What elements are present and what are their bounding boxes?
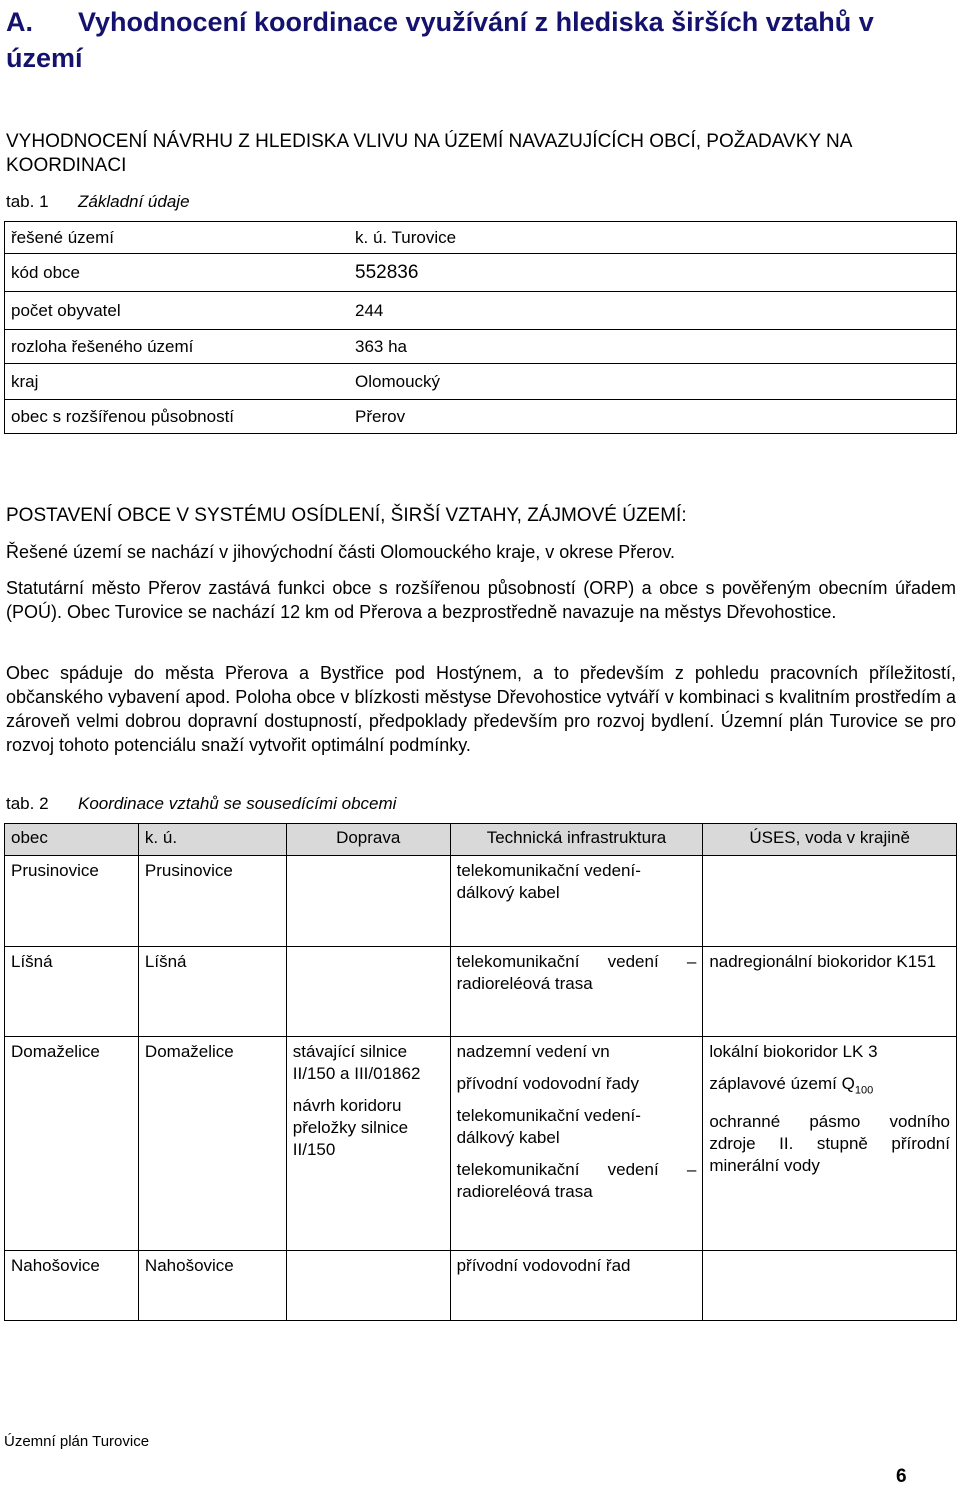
cell-ku: Líšná: [138, 947, 286, 1037]
cell-doprava: [286, 856, 450, 947]
ti-item: telekomunikační vedení – radioreléová trasa: [456, 1160, 697, 1201]
cell-doprava: [286, 947, 450, 1037]
uses-flood-item: [709, 1073, 950, 1101]
table-row: [5, 947, 957, 1037]
flood-subscript: 100: [854, 1084, 874, 1097]
row-key: řešené území: [5, 222, 350, 254]
ti-item: přívodní vodovodní řady: [456, 1074, 639, 1093]
cell-obec: Prusinovice: [5, 856, 139, 947]
row-key: obec s rozšířenou působností: [5, 400, 350, 434]
cell-obec: Líšná: [5, 947, 139, 1037]
cell-ti: [450, 947, 703, 1037]
row-key: počet obyvatel: [5, 292, 350, 330]
tab1-caption: [6, 191, 190, 213]
page-number: 6: [896, 1466, 907, 1487]
tab2-caption: [6, 793, 396, 815]
cell-ti: [450, 1037, 703, 1251]
cell-ti: [450, 1251, 703, 1321]
ti-item: telekomunikační vedení-dálkový kabel: [456, 1106, 641, 1147]
table-row: [5, 222, 957, 254]
cell-ku: Prusinovice: [138, 856, 286, 947]
row-value: 552836: [349, 254, 957, 292]
cell-ti: [450, 856, 703, 947]
uses-item: ochranné pásmo vodního zdroje II. stupně přírodní minerální vody: [709, 1112, 950, 1176]
neighbour-coordination-table: [4, 823, 957, 1321]
doprava-item: stávající silnice II/150 a III/01862: [292, 1042, 421, 1083]
cell-uses: [703, 947, 957, 1037]
row-value: 244: [349, 292, 957, 330]
tab1-label: tab. 1: [6, 192, 49, 211]
heading-number: A.: [6, 7, 33, 37]
basic-data-table: [4, 221, 957, 434]
row-value: Olomoucký: [349, 364, 957, 400]
paragraph-location: Řešené území se nachází v jihovýchodní části Olomouckého kraje, v okrese Přerov.: [6, 542, 675, 562]
col-header-uses: ÚSES, voda v krajině: [703, 824, 957, 856]
table-row: [5, 856, 957, 947]
uses-item: nadregionální biokoridor K151: [709, 952, 937, 971]
row-value: 363 ha: [349, 330, 957, 364]
cell-ku: Domaželice: [138, 1037, 286, 1251]
page-heading: [6, 4, 956, 76]
col-header-ku: k. ú.: [138, 824, 286, 856]
doprava-item: návrh koridoru přeložky silnice II/150: [292, 1096, 409, 1159]
row-key: kraj: [5, 364, 350, 400]
heading-text: Vyhodnocení koordinace využívání z hlediska širších vztahů v území: [6, 7, 874, 73]
table-row: [5, 254, 957, 292]
cell-uses: [703, 1037, 957, 1251]
row-value: k. ú. Turovice: [349, 222, 957, 254]
row-key: kód obce: [5, 254, 350, 292]
cell-obec: Domaželice: [5, 1037, 139, 1251]
col-header-doprava: Doprava: [286, 824, 450, 856]
col-header-ti: Technická infrastruktura: [450, 824, 703, 856]
cell-ku: Nahošovice: [138, 1251, 286, 1321]
cell-uses: [703, 1251, 957, 1321]
ti-item: telekomunikační vedení – radioreléová trasa: [456, 952, 697, 993]
cell-doprava: [286, 1251, 450, 1321]
flood-text: záplavové území Q: [709, 1074, 855, 1093]
paragraph-orp: Statutární město Přerov zastává funkci obce s rozšířenou působností (ORP) a obce s pověřeným obecním úřadem (POÚ). Obec Turovice se nachází 12 km od Přerova a bezprostředně navazuje na městys Dřevohostice.: [6, 578, 956, 622]
table-row: [5, 330, 957, 364]
tab1-title: Základní údaje: [78, 192, 190, 211]
tab2-title: Koordinace vztahů se sousedícími obcemi: [78, 794, 397, 813]
row-key: rozloha řešeného území: [5, 330, 350, 364]
ti-item: nadzemní vedení vn: [456, 1042, 610, 1061]
col-header-obec: obec: [5, 824, 139, 856]
ti-item: telekomunikační vedení-dálkový kabel: [456, 861, 641, 902]
table-row: [5, 400, 957, 434]
table-row: [5, 1037, 957, 1251]
table-row: [5, 1251, 957, 1321]
tab2-label: tab. 2: [6, 794, 49, 813]
section-title-coordination: VYHODNOCENÍ NÁVRHU Z HLEDISKA VLIVU NA ÚZEMÍ NAVAZUJÍCÍCH OBCÍ, POŽADAVKY NA KOORDINACI: [6, 131, 852, 176]
paragraph-commuting: Obec spáduje do města Přerova a Bystřice pod Hostýnem, a to především z pohledu pracovních příležitostí, občanského vybavení apod. Poloha obce v blízkosti městyse Dřevohostice vytváří v kombinaci s kvalitním prostředím a zároveň velmi dobrou dopravní dostupností, předpoklady především pro rozvoj bydlení. Územní plán Turovice se pro rozvoj tohoto potenciálu snaží vytvořit optimální podmínky.: [6, 663, 956, 755]
footer-document-title: Územní plán Turovice: [4, 1433, 150, 1450]
cell-doprava: [286, 1037, 450, 1251]
cell-obec: Nahošovice: [5, 1251, 139, 1321]
row-value: Přerov: [349, 400, 957, 434]
table-header-row: [5, 824, 957, 856]
uses-item: lokální biokoridor LK 3: [709, 1042, 878, 1061]
cell-uses: [703, 856, 957, 947]
section-title-settlement: POSTAVENÍ OBCE V SYSTÉMU OSÍDLENÍ, ŠIRŠÍ VZTAHY, ZÁJMOVÉ ÚZEMÍ:: [6, 505, 687, 526]
table-row: [5, 292, 957, 330]
ti-item: přívodní vodovodní řad: [456, 1256, 631, 1275]
table-row: [5, 364, 957, 400]
